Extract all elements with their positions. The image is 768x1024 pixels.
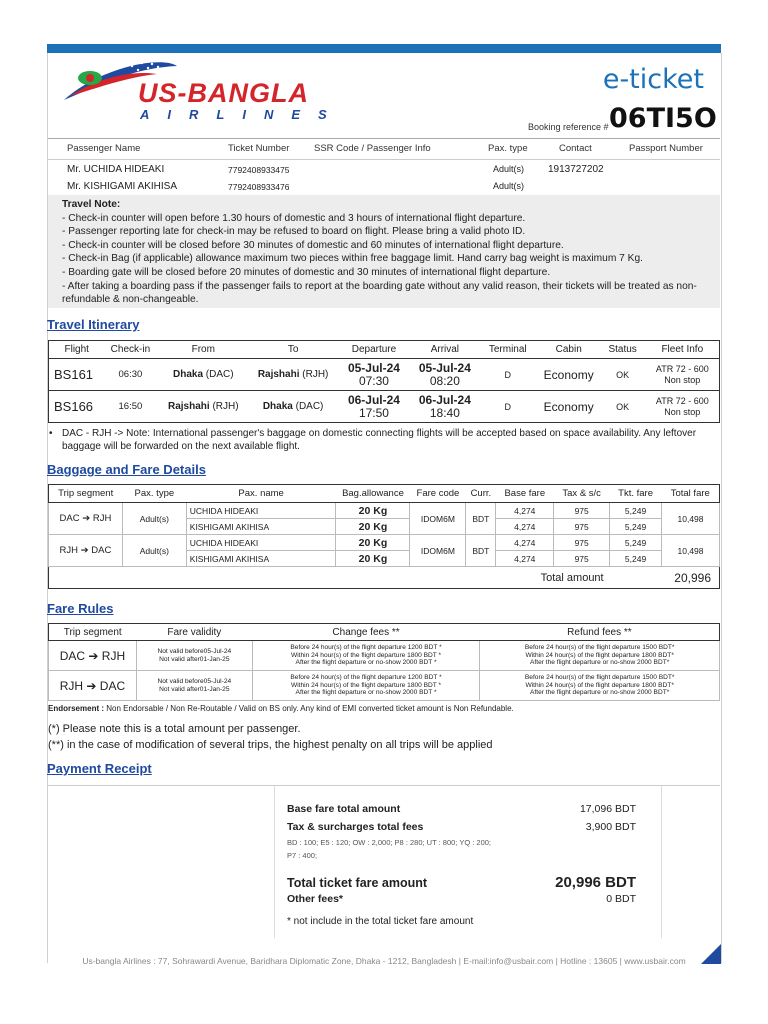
total-amount-label: Total amount [49,567,610,589]
stops: Non stop [664,406,701,417]
refund-fee-line: After the flight departure or no-show 2000 BDT* [530,659,670,667]
travel-note-line: - Passenger reporting late for check-in may be refused to board on flight. Please bring a valid photo ID. [62,226,526,238]
ticket-fare: 5,249 [610,503,662,519]
total-fare: 10,498 [662,535,720,567]
col-ticket-number: Ticket Number [228,143,290,154]
col-tax: Tax & s/c [554,485,610,503]
change-fee-line: Before 24 hour(s) of the flight departure 1200 BDT * [290,644,442,652]
cabin: Economy [538,359,600,391]
passenger-table-header [48,138,720,160]
col-trip-segment: Trip segment [49,485,123,503]
from-airport [156,391,250,423]
checkin-time: 06:30 [104,359,156,391]
col-currency: Curr. [466,485,496,503]
fleet-info [646,391,720,423]
corner-fold-icon [701,944,721,964]
travel-note-line: - Check-in counter will be closed before 30 minutes of domestic and 60 minutes of international flight departure. [62,239,564,251]
itinerary-table [48,340,720,423]
base-fare: 4,274 [496,551,554,567]
change-fees [252,671,480,701]
change-fee-line: Within 24 hour(s) of the flight departure 1800 BDT * [290,651,442,659]
itinerary-header-row [49,341,720,359]
pax-name: UCHIDA HIDEAKI [186,503,336,519]
footer-address: Us-bangla Airlines : 77, Sohrawardi Avenue, Baridhara Diplomatic Zone, Dhaka - 1212, Bangladesh | E-mail:info@usbair.com | Hotline : 13605 | www.usbair.com [82,956,686,966]
tax-value: 3,900 BDT [585,821,636,833]
pax-type: Adult(s) [122,535,186,567]
cabin: Economy [538,391,600,423]
fleet-type: ATR 72 - 600 [655,395,709,406]
total-amount-value: 20,996 [610,567,720,589]
bag-allowance: 20 Kg [336,551,410,567]
fare-rules-heading: Fare Rules [47,601,114,616]
itinerary-heading: Travel Itinerary [47,317,140,332]
col-change-fees: Change fees ** [252,624,480,641]
baggage-heading: Baggage and Fare Details [47,462,206,477]
fare-code: IDOM6M [410,535,466,567]
currency: BDT [466,503,496,535]
departure-datetime [336,391,412,423]
passenger-row [48,160,720,177]
baggage-fare-table [48,484,720,589]
trip-segment: DAC ➔ RJH [49,641,137,671]
flight-number: BS161 [49,359,105,391]
ticket-number: 7792408933476 [228,182,290,192]
travel-note [48,195,720,308]
change-fee-line: After the flight departure or no-show 2000 BDT * [295,689,437,697]
passenger-name: Mr. KISHIGAMI AKIHISA [67,181,178,192]
col-base-fare: Base fare [496,485,554,503]
from-city: Dhaka [172,369,203,380]
flight-number: BS166 [49,391,105,423]
col-ssr-code: SSR Code / Passenger Info [314,143,431,154]
footnote-double: (**) in the case of modification of several trips, the highest penalty on all trips will be applied [48,739,493,751]
arrival-time: 18:40 [429,405,460,420]
passenger-name: Mr. UCHIDA HIDEAKI [67,164,165,175]
logo-wordmark: US-BANGLA [138,78,309,108]
currency: BDT [466,535,496,567]
refund-fee-line: Before 24 hour(s) of the flight departure 1500 BDT* [524,674,675,682]
validity-to: Not valid after01-Jan-25 [159,655,230,663]
total-fare-value: 20,996 BDT [555,874,636,891]
col-total-fare: Total fare [662,485,720,503]
validity-from: Not valid before05-Jul-24 [157,677,232,685]
travel-note-line: - Check-in counter will open before 1.30 hours of domestic and 3 hours of international flight departure. [62,212,526,224]
to-code: (DAC) [295,401,324,412]
col-terminal: Terminal [478,341,538,359]
endorsement [48,704,514,713]
tax: 975 [554,535,610,551]
base-fare-label: Base fare total amount [287,803,401,815]
col-trip-segment: Trip segment [49,624,137,641]
tax-breakdown: BD : 100; E5 : 120; OW : 2,000; P8 : 280; UT : 800; YQ : 200; P7 : 400; [287,838,492,860]
fare-rules-table [48,623,720,701]
refund-fees [480,641,720,671]
to-airport [250,391,336,423]
col-checkin: Check-in [104,341,156,359]
arrival-datetime [412,391,478,423]
col-fleet: Fleet Info [646,341,720,359]
booking-ref-label: Booking reference # [528,122,609,132]
pax-name: KISHIGAMI AKIHISA [186,519,336,535]
col-status: Status [600,341,646,359]
col-fare-validity: Fare validity [136,624,252,641]
pax-type: Adult(s) [493,181,525,191]
trip-segment: RJH ➔ DAC [49,535,123,567]
itinerary-note: • DAC - RJH -> Note: International passenger's baggage on domestic connecting flights will be accepted based on space availability. Any leftover baggage will be forwarded on the next available flight. [62,427,712,453]
other-fees-value: 0 BDT [606,893,636,905]
tax: 975 [554,503,610,519]
col-flight: Flight [49,341,105,359]
arrival-time: 08:20 [429,373,460,388]
to-code: (RJH) [302,369,329,380]
from-code: (DAC) [205,369,234,380]
change-fee-line: Within 24 hour(s) of the flight departure 1800 BDT * [290,681,442,689]
contact: 1913727202 [548,164,604,175]
travel-note-title: Travel Note: [62,199,121,210]
fleet-type: ATR 72 - 600 [655,363,709,374]
ticket-fare: 5,249 [610,551,662,567]
col-passport: Passport Number [629,143,703,154]
total-fare: 10,498 [662,503,720,535]
payment-footnote: * not include in the total ticket fare amount [287,916,474,927]
baggage-row [49,535,720,551]
terminal: D [478,391,538,423]
col-pax-name: Pax. name [186,485,336,503]
col-pax-type: Pax. type [122,485,186,503]
trip-segment: DAC ➔ RJH [49,503,123,535]
bag-allowance: 20 Kg [336,535,410,551]
arrival-date: 05-Jul-24 [418,360,471,375]
change-fees [252,641,480,671]
departure-datetime [336,359,412,391]
endorsement-label: Endorsement : [48,704,105,713]
pax-name: UCHIDA HIDEAKI [186,535,336,551]
fare-rules-header-row [49,624,720,641]
fare-rule-row [49,641,720,671]
departure-time: 07:30 [358,373,389,388]
col-ticket-fare: Tkt. fare [610,485,662,503]
refund-fee-line: Before 24 hour(s) of the flight departure 1500 BDT* [524,644,675,652]
fare-code: IDOM6M [410,503,466,535]
endorsement-text: Non Endorsable / Non Re-Routable / Valid on BS only. Any kind of EMI converted ticket amount is Non Refundable. [106,704,514,713]
change-fee-line: Before 24 hour(s) of the flight departure 1200 BDT * [290,674,442,682]
tax: 975 [554,519,610,535]
ticket-number: 7792408933475 [228,165,290,175]
col-contact: Contact [559,143,592,154]
trip-segment: RJH ➔ DAC [49,671,137,701]
travel-note-line: - After taking a boarding pass if the passenger fails to report at the boarding gate without any valid reason, their tickets will be treated as non-refundable & non-changeable. [62,280,697,306]
base-fare-value: 17,096 BDT [579,803,636,815]
arrival-datetime [412,359,478,391]
fare-validity [136,671,252,701]
col-fare-code: Fare code [410,485,466,503]
booking-ref-code: 06TI5O [609,103,717,134]
ticket-fare: 5,249 [610,519,662,535]
pax-type: Adult(s) [122,503,186,535]
to-city: Dhaka [262,401,293,412]
validity-from: Not valid before05-Jul-24 [157,647,232,655]
status: OK [600,391,646,423]
total-row [49,567,720,589]
payment-heading: Payment Receipt [47,761,152,776]
col-passenger-name: Passenger Name [67,143,141,154]
other-fees-label: Other fees* [287,893,344,905]
status: OK [600,359,646,391]
baggage-row [49,503,720,519]
base-fare: 4,274 [496,535,554,551]
header-accent-bar [47,44,721,53]
to-city: Rajshahi [257,369,300,380]
arrival-date: 06-Jul-24 [418,392,471,407]
col-to: To [250,341,336,359]
refund-fee-line: Within 24 hour(s) of the flight departure 1800 BDT* [525,681,674,689]
checkin-time: 16:50 [104,391,156,423]
footnote-single: (*) Please note this is a total amount per passenger. [48,723,301,735]
col-arrival: Arrival [412,341,478,359]
from-city: Rajshahi [167,401,210,412]
pax-name: KISHIGAMI AKIHISA [186,551,336,567]
col-departure: Departure [336,341,412,359]
col-pax-type: Pax. type [488,143,528,154]
tax: 975 [554,551,610,567]
baggage-header-row [49,485,720,503]
change-fee-line: After the flight departure or no-show 2000 BDT * [295,659,437,667]
travel-note-line: - Boarding gate will be closed before 20 minutes of domestic and 30 minutes of international flight departure. [62,266,551,278]
from-airport [156,359,250,391]
refund-fees [480,671,720,701]
to-airport [250,359,336,391]
itinerary-row [49,391,720,423]
col-cabin: Cabin [538,341,600,359]
departure-date: 05-Jul-24 [347,360,400,375]
terminal: D [478,359,538,391]
total-fare-label: Total ticket fare amount [287,876,428,890]
logo-subtitle: AIRLINES [140,107,345,122]
itinerary-row [49,359,720,391]
pax-type: Adult(s) [493,164,525,174]
bag-allowance: 20 Kg [336,519,410,535]
col-from: From [156,341,250,359]
from-code: (RJH) [212,401,239,412]
col-refund-fees: Refund fees ** [480,624,720,641]
fare-validity [136,641,252,671]
passenger-row [48,177,720,194]
col-bag-allowance: Bag.allowance [336,485,410,503]
refund-fee-line: Within 24 hour(s) of the flight departure 1800 BDT* [525,651,674,659]
bag-allowance: 20 Kg [336,503,410,519]
base-fare: 4,274 [496,519,554,535]
base-fare: 4,274 [496,503,554,519]
travel-note-line: - Check-in Bag (if applicable) allowance maximum two pieces within free baggage limit. Hand carry bag weight is maximum 7 Kg. [62,253,643,265]
ticket-fare: 5,249 [610,535,662,551]
departure-date: 06-Jul-24 [347,392,400,407]
tax-label: Tax & surcharges total fees [287,821,424,833]
validity-to: Not valid after01-Jan-25 [159,685,230,693]
departure-time: 17:50 [358,405,389,420]
fleet-info [646,359,720,391]
refund-fee-line: After the flight departure or no-show 2000 BDT* [530,689,670,697]
fare-rule-row [49,671,720,701]
document-title: e-ticket [602,64,704,95]
stops: Non stop [664,374,701,385]
